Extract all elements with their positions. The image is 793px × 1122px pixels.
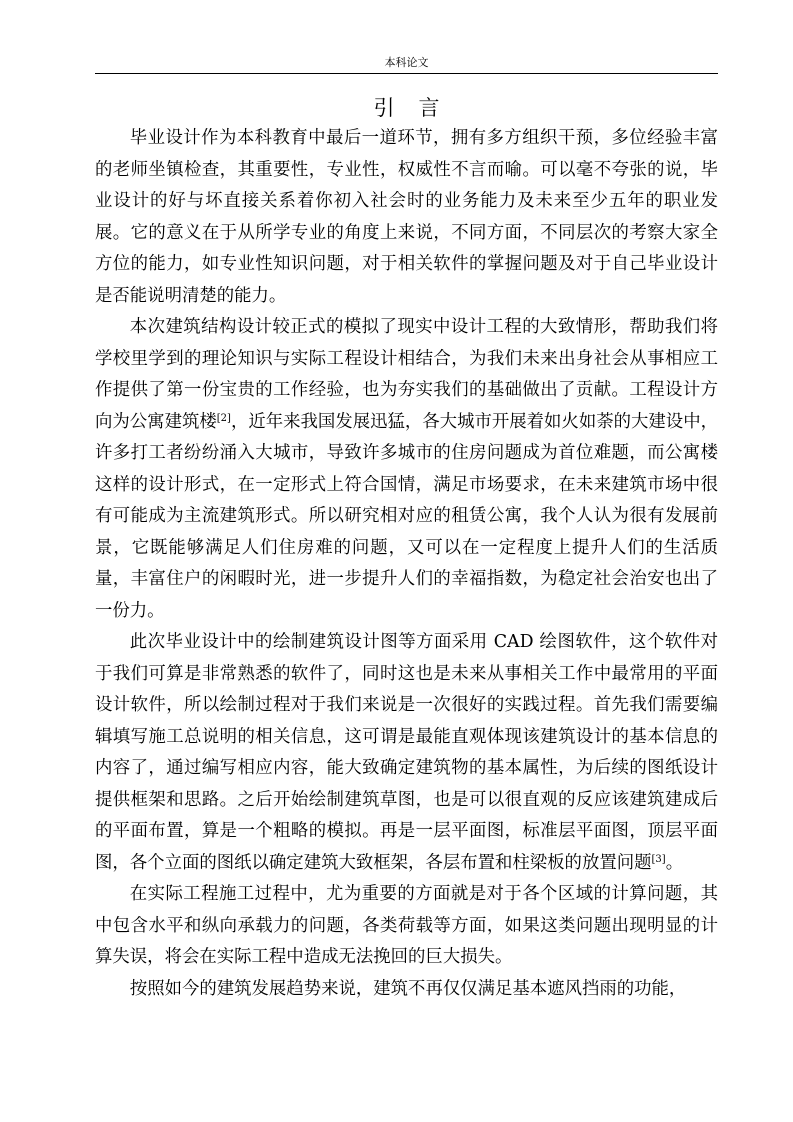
paragraph-2-text-a: 本次建筑结构设计较正式的模拟了现实中设计工程的大致情形，帮助我们将学校里学到的理论知识与实际工程设计相结合，为我们未来出身社会从事相应工作提供了第一份宝贵的工作经验，也为夯实我们的基础做出了贡献。工程设计方向为公寓建筑楼 <box>95 317 718 432</box>
header-divider <box>95 73 718 74</box>
body-text <box>95 123 718 1005</box>
paragraph-3-text-a: 此次毕业设计中的绘制建筑设计图等方面采用 CAD 绘图软件，这个软件对于我们可算是非常熟悉的软件了，同时这也是未来从事相关工作中最常用的平面设计软件，所以绘制过程对于我们来说是一次很好的实践过程。首先我们需要编辑填写施工总说明的相关信息，这可谓是最能直观体现该建筑设计的基本信息的内容了，通过编写相应内容，能大致确定建筑物的基本属性，为后续的图纸设计提供框架和思路。之后开始绘制建筑草图，也是可以很直观的反应该建筑建成后的平面布置，算是一个粗略的模拟。再是一层平面图，标准层平面图，顶层平面图，各个立面的图纸以确定建筑大致框架，各层布置和柱梁板的放置问题 <box>95 632 718 873</box>
citation-3: [3] <box>651 853 666 865</box>
paragraph-1: 毕业设计作为本科教育中最后一道环节，拥有多方组织干预，多位经验丰富的老师坐镇检查，其重要性，专业性，权威性不言而喻。可以毫不夸张的说，毕业设计的好与坏直接关系着你初入社会时的业务能力及未来至少五年的职业发展。它的意义在于从所学专业的角度上来说，不同方面，不同层次的考察大家全方位的能力，如专业性知识问题，对于相关软件的掌握问题及对于自己毕业设计是否能说明清楚的能力。 <box>95 128 718 306</box>
citation-2: [2] <box>216 412 231 424</box>
paragraph-2-text-b: ，近年来我国发展迅猛，各大城市开展着如火如荼的大建设中，许多打工者纷纷涌入大城市，导致许多城市的住房问题成为首位难题，而公寓楼这样的设计形式，在一定形式上符合国情，满足市场要求，在未来建筑市场中很有可能成为主流建筑形式。所以研究相对应的租赁公寓，我个人认为很有发展前景，它既能够满足人们住房难的问题，又可以在一定程度上提升人们的生活质量，丰富住户的闲暇时光，进一步提升人们的幸福指数，为稳定社会治安也出了一份力。 <box>95 411 718 621</box>
paragraph-3-text-b: 。 <box>665 852 684 873</box>
paragraph-2 <box>95 312 718 627</box>
running-header: 本科论文 <box>384 56 429 69</box>
paragraph-5: 按照如今的建筑发展趋势来说，建筑不再仅仅满足基本遮风挡雨的功能， <box>129 978 687 999</box>
section-title: 引言 <box>373 96 464 120</box>
paragraph-4: 在实际工程施工过程中，尤为重要的方面就是对于各个区域的计算问题，其中包含水平和纵向承载力的问题，各类荷载等方面，如果这类问题出现明显的计算失误，将会在实际工程中造成无法挽回的巨大损失。 <box>95 884 718 967</box>
paragraph-3 <box>95 627 718 879</box>
